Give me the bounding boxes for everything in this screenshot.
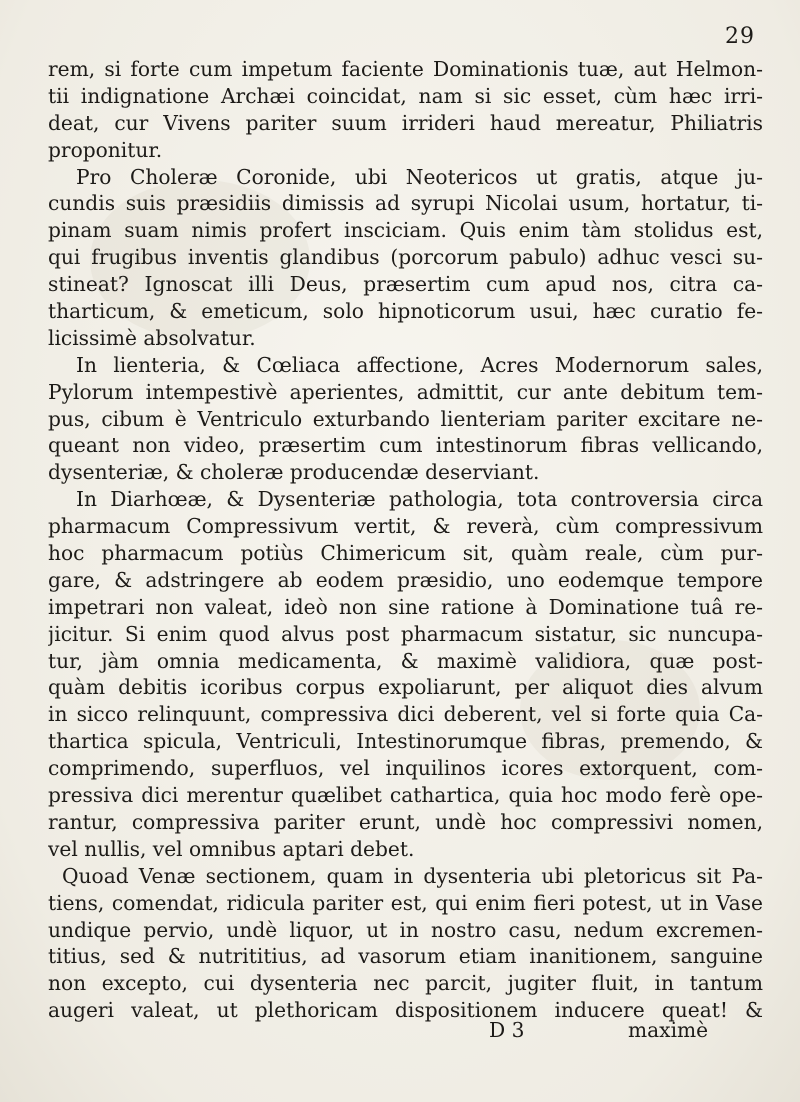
text-line: thartica spicula, Ventriculi, Intestinorumque fibras, premendo, & bbox=[48, 729, 763, 754]
text-line: hoc pharmacum potiùs Chimericum sit, quàm reale, cùm pur- bbox=[48, 541, 763, 566]
text-line: impetrari non valeat, ideò non sine ratione à Dominatione tuâ re- bbox=[48, 594, 763, 619]
signature-mark: D 3 bbox=[489, 1018, 525, 1042]
text-line: Quoad Venæ sectionem, quam in dysenteria ubi pletoricus sit Pa- bbox=[62, 863, 763, 888]
text-line: quàm debitis icoribus corpus expoliarunt, per aliquot dies alvum bbox=[48, 675, 763, 700]
text-line: pus, cibum è Ventriculo exturbando lienteriam pariter excitare ne- bbox=[48, 406, 763, 431]
page-number: 29 bbox=[725, 24, 755, 49]
text-line: licissimè absolvatur. bbox=[48, 325, 256, 350]
text-line: comprimendo, superfluos, vel inquilinos icores extorquent, com- bbox=[48, 756, 763, 781]
text-line: deat, cur Vivens pariter suum irrideri haud mereatur, Philiatris bbox=[48, 110, 763, 135]
text-line: rem, si forte cum impetum faciente Dominationis tuæ, aut Helmon- bbox=[48, 57, 763, 81]
text-line: Pylorum intempestivè aperientes, admittit, cur ante debitum tem- bbox=[48, 379, 763, 404]
text-line: pinam suam nimis profert insciciam. Quis enim tàm stolidus est, bbox=[48, 218, 763, 243]
text-line: vel nullis, vel omnibus aptari debet. bbox=[48, 836, 415, 861]
text-line: rantur, compressiva pariter erunt, undè hoc compressivi nomen, bbox=[48, 809, 763, 834]
text-line: In lienteria, & Cœliaca affectione, Acres Modernorum sales, bbox=[76, 352, 763, 377]
text-line: non excepto, cui dysenteria nec parcit, jugiter fluit, in tantum bbox=[48, 971, 763, 996]
text-line: cundis suis præsidiis dimissis ad syrupi Nicolai usum, hortatur, ti- bbox=[48, 191, 763, 216]
page-footer bbox=[48, 1018, 763, 1046]
text-line: augeri valeat, ut plethoricam dispositionem inducere queat! & bbox=[48, 998, 763, 1023]
text-line: tur, jàm omnia medicamenta, & maximè validiora, quæ post- bbox=[48, 648, 763, 673]
text-line: In Diarhœæ, & Dysenteriæ pathologia, tota controversia circa bbox=[76, 487, 763, 512]
text-line: undique pervio, undè liquor, ut in nostro casu, nedum excremen- bbox=[48, 917, 763, 942]
text-line: titius, sed & nutrititius, ad vasorum etiam inanitionem, sanguine bbox=[48, 944, 763, 969]
text-line: tiens, comendat, ridicula pariter est, qui enim fieri potest, ut in Vase bbox=[48, 890, 763, 915]
text-line: proponitur. bbox=[48, 137, 163, 162]
text-line: pressiva dici merentur quælibet cathartica, quia hoc modo ferè ope- bbox=[48, 783, 763, 808]
text-line: queant non video, præsertim cum intestinorum fibras vellicando, bbox=[48, 433, 763, 458]
text-line: in sicco relinquunt, compressiva dici deberent, vel si forte quia Ca- bbox=[48, 702, 763, 727]
text-line: Pro Choleræ Coronide, ubi Neotericos ut gratis, atque ju- bbox=[76, 164, 763, 189]
text-line: dysenteriæ, & choleræ producendæ deserviant. bbox=[48, 460, 540, 485]
body-text bbox=[48, 56, 763, 1024]
text-line: qui frugibus inventis glandibus (porcorum pabulo) adhuc vesci su- bbox=[48, 245, 763, 270]
text-line: pharmacum Compressivum vertit, & reverà, cùm compressivum bbox=[48, 514, 763, 539]
text-line: tii indignatione Archæi coincidat, nam si sic esset, cùm hæc irri- bbox=[48, 83, 763, 108]
catchword: maximè bbox=[628, 1018, 709, 1042]
text-line: stineat? Ignoscat illi Deus, præsertim cum apud nos, citra ca- bbox=[48, 272, 763, 297]
text-line: tharticum, & emeticum, solo hipnoticorum usui, hæc curatio fe- bbox=[48, 299, 763, 324]
text-line: gare, & adstringere ab eodem præsidio, uno eodemque tempore bbox=[48, 567, 763, 592]
text-line: jicitur. Si enim quod alvus post pharmacum sistatur, sic nuncupa- bbox=[48, 621, 763, 646]
